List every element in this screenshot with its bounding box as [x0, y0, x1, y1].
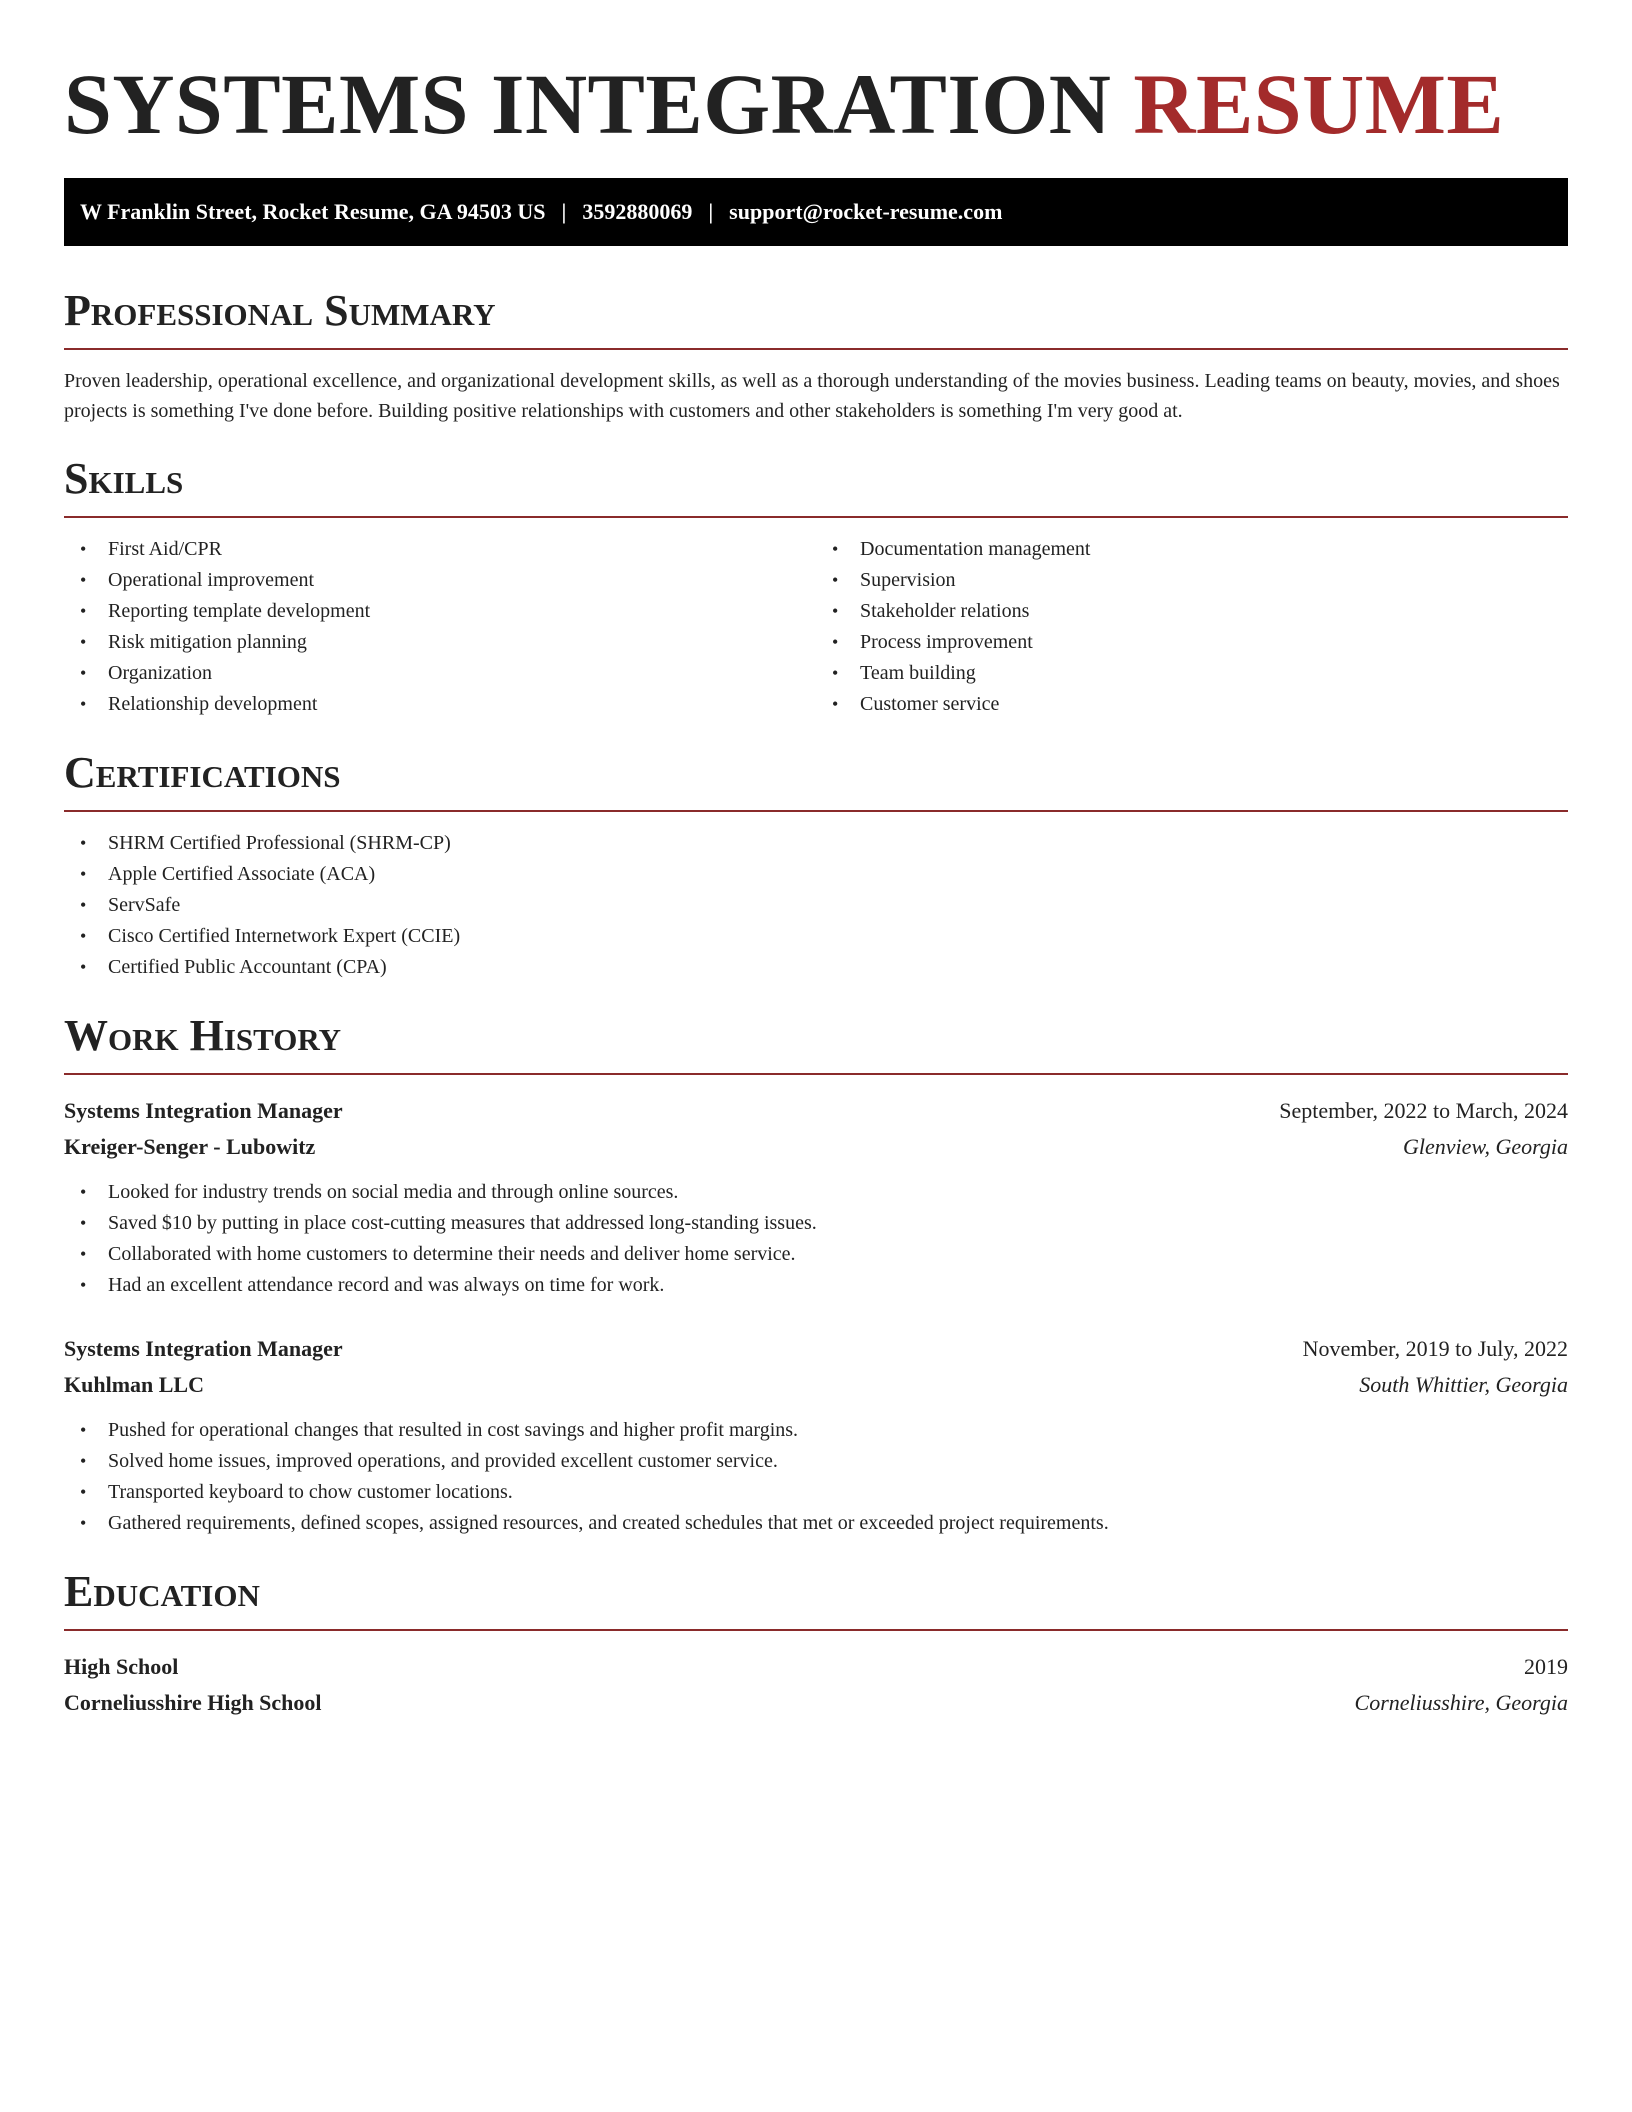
- certifications-list: [64, 828, 1568, 983]
- skills-section: [64, 454, 1568, 720]
- education-school-row: [64, 1685, 1568, 1721]
- contact-address: W Franklin Street, Rocket Resume, GA 94503 US: [80, 199, 546, 224]
- bullet-icon: •: [832, 570, 839, 590]
- bullet-icon: •: [80, 601, 87, 621]
- section-divider: [64, 516, 1568, 518]
- job-header-row: [64, 1331, 1568, 1367]
- skill-label: Team building: [860, 662, 976, 684]
- section-divider: [64, 1073, 1568, 1075]
- certification-label: ServSafe: [108, 894, 181, 916]
- skill-label: Risk mitigation planning: [108, 631, 307, 653]
- education-degree-row: [64, 1649, 1568, 1685]
- skill-item: [64, 565, 816, 596]
- job-header-row: [64, 1093, 1568, 1129]
- skill-label: Supervision: [860, 569, 956, 591]
- skill-item: [64, 658, 816, 689]
- job-bullet: [64, 1208, 1568, 1239]
- summary-section: [64, 286, 1568, 426]
- job-bullet: [64, 1477, 1568, 1508]
- job-location: South Whittier, Georgia: [1359, 1372, 1568, 1397]
- bullet-icon: •: [832, 539, 839, 559]
- contact-separator: |: [561, 199, 567, 224]
- section-divider: [64, 810, 1568, 812]
- job-bullet-text: Looked for industry trends on social media and through online sources.: [108, 1181, 679, 1203]
- bullet-icon: •: [832, 601, 839, 621]
- job-bullets: [64, 1415, 1568, 1539]
- skill-item: [816, 627, 1568, 658]
- job-title: Systems Integration Manager: [64, 1336, 343, 1361]
- bullet-icon: •: [80, 864, 87, 884]
- skill-item: [64, 689, 816, 720]
- job-bullet: [64, 1239, 1568, 1270]
- job-company-row: [64, 1129, 1568, 1165]
- skill-label: Process improvement: [860, 631, 1033, 653]
- bullet-icon: •: [80, 1182, 87, 1202]
- bullet-icon: •: [80, 1213, 87, 1233]
- education-school: Corneliusshire High School: [64, 1690, 322, 1715]
- skill-label: Operational improvement: [108, 569, 315, 591]
- job-company: Kuhlman LLC: [64, 1372, 204, 1397]
- bullet-icon: •: [80, 926, 87, 946]
- skills-list-right: [816, 534, 1568, 720]
- skill-label: Relationship development: [108, 693, 318, 715]
- bullet-icon: •: [80, 895, 87, 915]
- resume-title: [64, 50, 1568, 158]
- bullet-icon: •: [80, 1451, 87, 1471]
- work-history-heading: Work History: [64, 1011, 342, 1060]
- skill-item: [64, 627, 816, 658]
- contact-phone: 3592880069: [582, 199, 693, 224]
- section-divider: [64, 348, 1568, 350]
- job-bullet-text: Transported keyboard to chow customer locations.: [108, 1481, 513, 1503]
- job-bullets: [64, 1177, 1568, 1301]
- education-section: [64, 1567, 1568, 1721]
- skill-label: Reporting template development: [108, 600, 371, 622]
- section-divider: [64, 1629, 1568, 1631]
- bullet-icon: •: [832, 632, 839, 652]
- certification-item: [64, 859, 1568, 890]
- contact-bar: [64, 178, 1568, 246]
- bullet-icon: •: [80, 833, 87, 853]
- contact-email: support@rocket-resume.com: [729, 199, 1003, 224]
- certification-item: [64, 952, 1568, 983]
- certification-label: Certified Public Accountant (CPA): [108, 956, 387, 978]
- bullet-icon: •: [832, 694, 839, 714]
- education-heading: Education: [64, 1567, 260, 1616]
- bullet-icon: •: [80, 539, 87, 559]
- title-main: SYSTEMS INTEGRATION: [64, 56, 1112, 152]
- bullet-icon: •: [80, 957, 87, 977]
- skills-columns: [64, 534, 1568, 720]
- job-company-row: [64, 1367, 1568, 1403]
- job-bullet-text: Collaborated with home customers to determine their needs and deliver home service.: [108, 1243, 796, 1265]
- skills-heading: Skills: [64, 454, 184, 503]
- education-degree: High School: [64, 1654, 179, 1679]
- skill-item: [816, 565, 1568, 596]
- job-title: Systems Integration Manager: [64, 1098, 343, 1123]
- bullet-icon: •: [80, 1244, 87, 1264]
- skill-item: [816, 534, 1568, 565]
- job-dates: September, 2022 to March, 2024: [1279, 1098, 1568, 1123]
- job-bullet-text: Had an excellent attendance record and was always on time for work.: [108, 1274, 665, 1296]
- skill-label: Stakeholder relations: [860, 600, 1030, 622]
- bullet-icon: •: [80, 694, 87, 714]
- bullet-icon: •: [80, 663, 87, 683]
- title-accent: RESUME: [1133, 56, 1505, 152]
- job-bullet: [64, 1270, 1568, 1301]
- skill-label: Documentation management: [860, 538, 1091, 560]
- skill-item: [64, 596, 816, 627]
- certification-label: SHRM Certified Professional (SHRM-CP): [108, 832, 451, 854]
- bullet-icon: •: [80, 1482, 87, 1502]
- bullet-icon: •: [80, 1275, 87, 1295]
- skills-list-left: [64, 534, 816, 720]
- job-entry: [64, 1093, 1568, 1301]
- skill-label: First Aid/CPR: [108, 538, 222, 560]
- job-bullet-text: Solved home issues, improved operations, and provided excellent customer service.: [108, 1450, 778, 1472]
- bullet-icon: •: [80, 1420, 87, 1440]
- job-bullet: [64, 1177, 1568, 1208]
- education-year: 2019: [1524, 1654, 1568, 1679]
- job-location: Glenview, Georgia: [1403, 1134, 1568, 1159]
- job-bullet-text: Saved $10 by putting in place cost-cutting measures that addressed long-standing issues.: [108, 1212, 817, 1234]
- skill-item: [816, 596, 1568, 627]
- certification-label: Cisco Certified Internetwork Expert (CCIE): [108, 925, 461, 947]
- skill-item: [64, 534, 816, 565]
- job-bullet: [64, 1415, 1568, 1446]
- education-entry: [64, 1649, 1568, 1721]
- job-bullet: [64, 1508, 1568, 1539]
- certifications-section: [64, 748, 1568, 983]
- job-bullet-text: Gathered requirements, defined scopes, assigned resources, and created schedules that met or exceeded project requirements.: [108, 1512, 1109, 1534]
- job-bullet-text: Pushed for operational changes that resulted in cost savings and higher profit margins.: [108, 1419, 799, 1441]
- contact-separator: |: [708, 199, 714, 224]
- summary-heading: Professional Summary: [64, 286, 496, 335]
- certification-item: [64, 890, 1568, 921]
- skill-item: [816, 658, 1568, 689]
- work-history-section: [64, 1011, 1568, 1539]
- skill-label: Organization: [108, 662, 213, 684]
- bullet-icon: •: [80, 1513, 87, 1533]
- certifications-heading: Certifications: [64, 748, 341, 797]
- job-company: Kreiger-Senger - Lubowitz: [64, 1134, 316, 1159]
- bullet-icon: •: [80, 570, 87, 590]
- certification-label: Apple Certified Associate (ACA): [108, 863, 376, 885]
- bullet-icon: •: [80, 632, 87, 652]
- job-entry: [64, 1331, 1568, 1539]
- skill-label: Customer service: [860, 693, 1000, 715]
- education-location: Corneliusshire, Georgia: [1354, 1690, 1568, 1715]
- skill-item: [816, 689, 1568, 720]
- job-bullet: [64, 1446, 1568, 1477]
- certification-item: [64, 828, 1568, 859]
- certification-item: [64, 921, 1568, 952]
- job-dates: November, 2019 to July, 2022: [1302, 1336, 1568, 1361]
- summary-text: Proven leadership, operational excellence, and organizational development skills, as well as a thorough understanding of the movies business. Leading teams on beauty, movies, and shoes projects is something I've done before. Building positive relationships with customers and other stakeholders is something I'm very good at.: [64, 370, 1560, 422]
- bullet-icon: •: [832, 663, 839, 683]
